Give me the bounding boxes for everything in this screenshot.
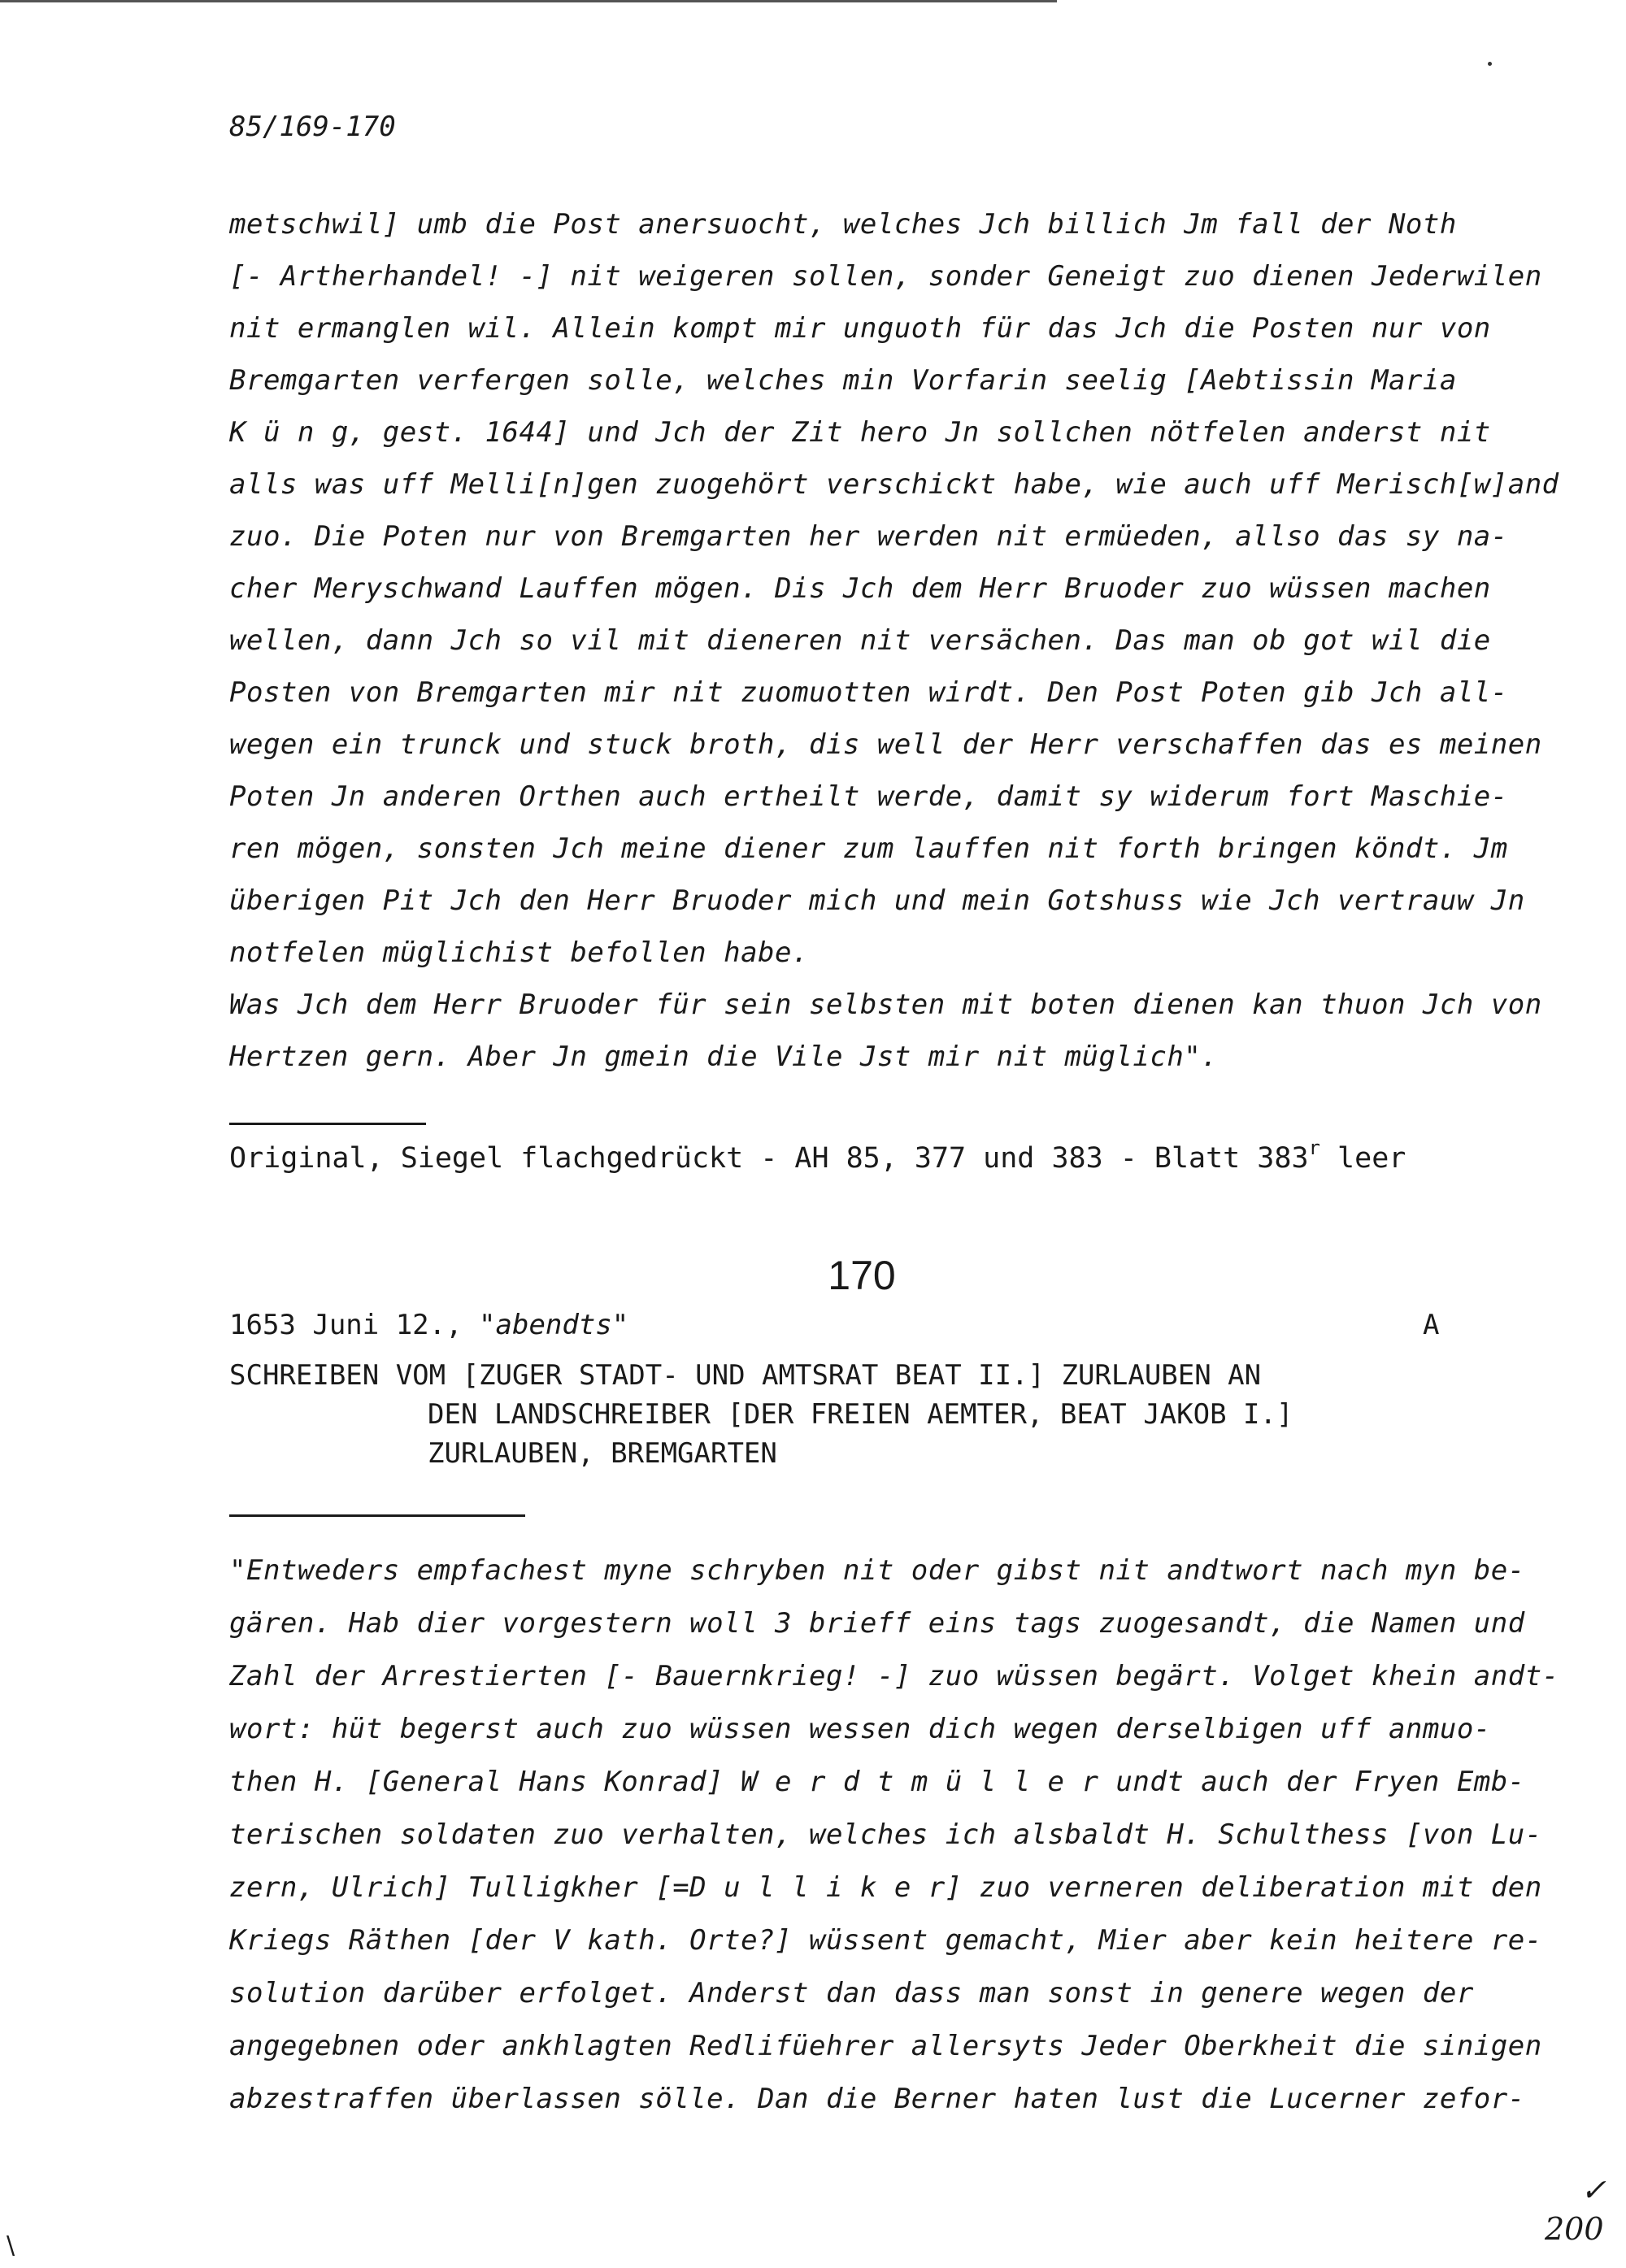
- heading-line: DEN LANDSCHREIBER [DER FREIEN AEMTER, BEAT JAKOB I.]: [428, 1398, 1293, 1431]
- source-note-superscript: r: [1308, 1136, 1320, 1159]
- check-mark: ✓: [1580, 2172, 1606, 2208]
- text-line: Was Jch dem Herr Bruoder für sein selbsten mit boten dienen kan thuon Jch von: [229, 988, 1542, 1021]
- text-line: notfelen müglichist befollen habe.: [229, 936, 809, 969]
- source-note: [229, 1136, 1406, 1175]
- text-line: überigen Pit Jch den Herr Bruoder mich und mein Gotshuss wie Jch vertrauw Jn: [229, 884, 1525, 917]
- text-line: metschwil] umb die Post anersuocht, welches Jch billich Jm fall der Noth: [229, 208, 1457, 241]
- document-marker: A: [1423, 1309, 1440, 1341]
- heading-line: ZURLAUBEN, BREMGARTEN: [428, 1437, 777, 1470]
- text-line: [- Artherhandel! -] nit weigeren sollen, sonder Geneigt zuo dienen Jederwilen: [229, 260, 1542, 293]
- text-line: wegen ein trunck und stuck broth, dis well der Herr verschaffen das es meinen: [229, 728, 1542, 761]
- text-line: gären. Hab dier vorgestern woll 3 brieff eins tags zuogesandt, die Namen und: [229, 1607, 1525, 1640]
- scan-top-edge: [0, 0, 1057, 2]
- text-line: Poten Jn anderen Orthen auch ertheilt werde, damit sy widerum fort Maschie-: [229, 780, 1508, 813]
- text-line: wort: hüt begerst auch zuo wüssen wessen dich wegen derselbigen uff anmuo-: [229, 1713, 1491, 1745]
- text-line: nit ermanglen wil. Allein kompt mir unguoth für das Jch die Posten nur von: [229, 312, 1491, 345]
- text-line: wellen, dann Jch so vil mit dieneren nit versächen. Das man ob got wil die: [229, 624, 1491, 657]
- text-line: abzestraffen überlassen sölle. Dan die Berner haten lust die Lucerner zefor-: [229, 2083, 1525, 2115]
- text-line: zuo. Die Poten nur von Bremgarten her werden nit ermüeden, allso das sy na-: [229, 520, 1508, 553]
- text-line: alls was uff Melli[n]gen zuogehört verschickt habe, wie auch uff Merisch[w]and: [229, 468, 1559, 501]
- text-line: Posten von Bremgarten mir nit zuomuotten wirdt. Den Post Poten gib Jch all-: [229, 676, 1508, 709]
- heading-rule: [229, 1514, 525, 1517]
- document-number: 170: [828, 1253, 896, 1298]
- page-reference: 85/169-170: [229, 111, 396, 143]
- scan-speck: [1488, 62, 1492, 66]
- text-line: Zahl der Arrestierten [- Bauernkrieg! -] zuo wüssen begärt. Volget khein andt-: [229, 1660, 1559, 1692]
- footnote-rule: [229, 1123, 426, 1125]
- text-line: angegebnen oder ankhlagten Redlifüehrer allersyts Jeder Oberkheit die sinigen: [229, 2030, 1542, 2062]
- handwritten-page-number: [1545, 2172, 1606, 2247]
- corner-mark: \: [7, 2231, 15, 2260]
- source-note-tail: leer: [1319, 1142, 1406, 1175]
- text-line: cher Meryschwand Lauffen mögen. Dis Jch dem Herr Bruoder zuo wüssen machen: [229, 572, 1491, 605]
- handwritten-number: 200: [1545, 2211, 1604, 2247]
- text-line: solution darüber erfolget. Anderst dan dass man sonst in genere wegen der: [229, 1977, 1474, 2009]
- text-line: then H. [General Hans Konrad] W e r d t m ü l l e r undt auch der Fryen Emb-: [229, 1766, 1525, 1798]
- source-note-text: Original, Siegel flachgedrückt - AH 85, 377 und 383 - Blatt 383: [229, 1142, 1309, 1175]
- text-line: Bremgarten verfergen solle, welches min Vorfarin seelig [Aebtissin Maria: [229, 364, 1457, 397]
- text-line: zern, Ulrich] Tulligkher [=D u l l i k e r] zuo verneren deliberation mit den: [229, 1871, 1542, 1904]
- date-quote: "abendts": [479, 1309, 629, 1341]
- date-text: 1653 Juni 12.,: [229, 1309, 480, 1341]
- text-line: Hertzen gern. Aber Jn gmein die Vile Jst mir nit müglich".: [229, 1041, 1219, 1073]
- heading-line: SCHREIBEN VOM [ZUGER STADT- UND AMTSRAT BEAT II.] ZURLAUBEN AN: [229, 1359, 1262, 1392]
- text-line: Kriegs Räthen [der V kath. Orte?] wüssent gemacht, Mier aber kein heitere re-: [229, 1924, 1542, 1957]
- text-line: "Entweders empfachest myne schryben nit oder gibst nit andtwort nach myn be-: [229, 1554, 1525, 1587]
- text-line: ren mögen, sonsten Jch meine diener zum lauffen nit forth bringen köndt. Jm: [229, 832, 1508, 865]
- text-line: K ü n g, gest. 1644] und Jch der Zit hero Jn sollchen nötfelen anderst nit: [229, 416, 1491, 449]
- date-line: [229, 1309, 628, 1341]
- text-line: terischen soldaten zuo verhalten, welches ich alsbaldt H. Schulthess [von Lu-: [229, 1818, 1542, 1851]
